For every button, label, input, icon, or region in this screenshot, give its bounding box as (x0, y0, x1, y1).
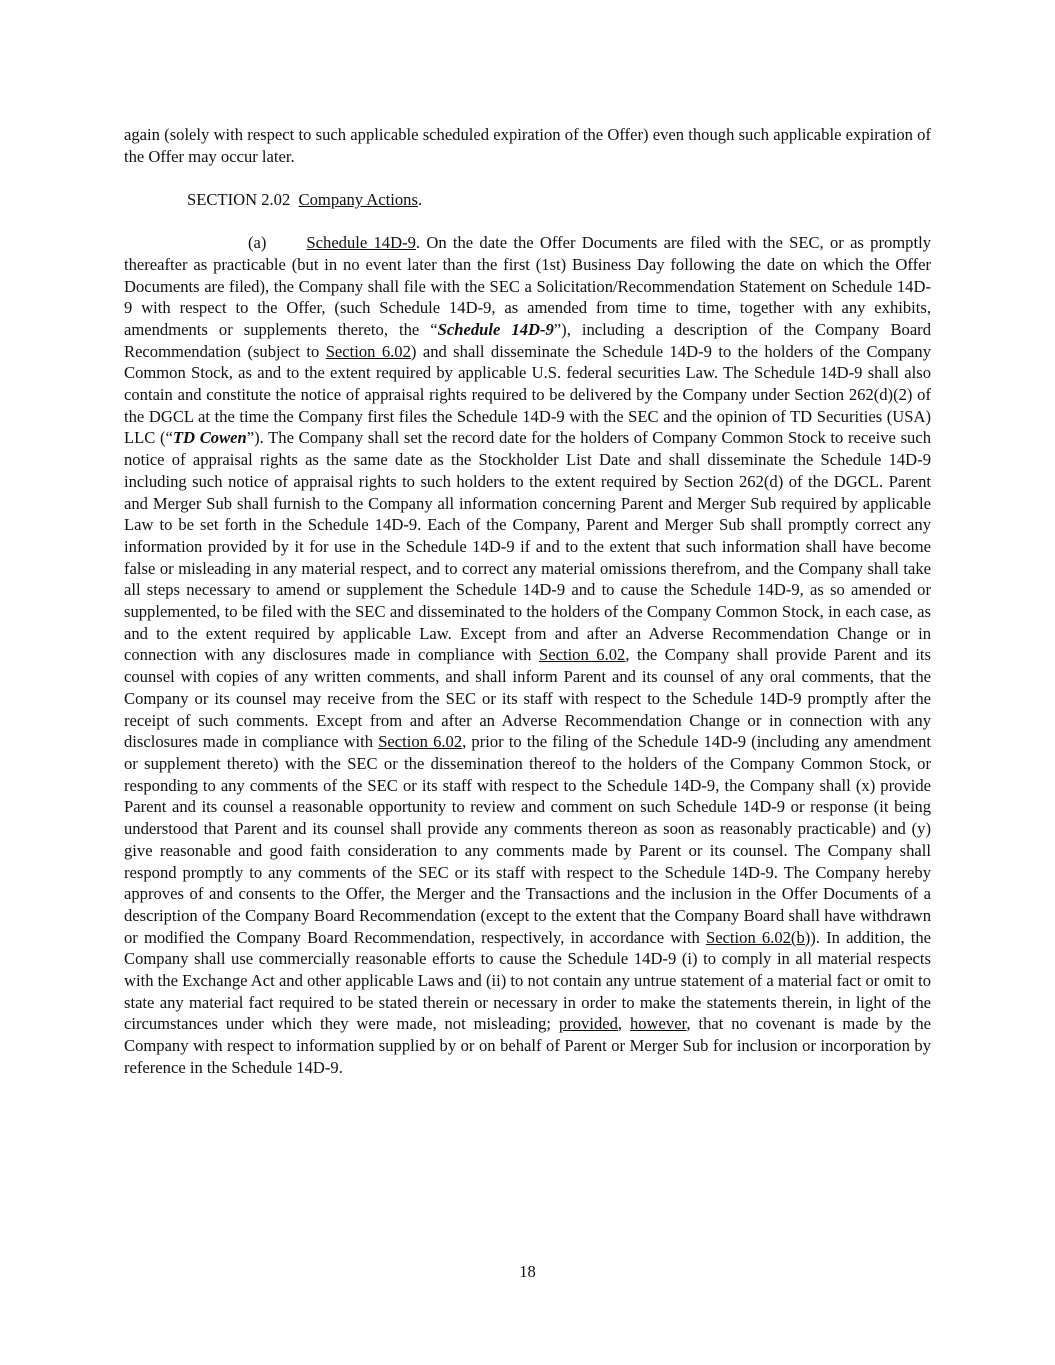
text-segment: . On the date the Offer Documents are filed with the SEC, or as promptly thereafter as practicable (but in no event later than the first (1st) Business Day following the date on which the Offer Documents are filed), the Company shall file with the SEC a Solicitation/Recommendation Statement on Schedule 14D-9 with respect to the Offer, (such Schedule 14D-9, as amended from time to time, together with any exhibits, amendments or supplements thereto, the “ (124, 233, 931, 339)
subsection-a-paragraph (124, 232, 931, 1078)
section-heading (124, 189, 931, 211)
proviso-term: provided (558, 1014, 618, 1034)
text-segment: ). In addition, the Company shall use commercially reasonable efforts to cause the Schedule 14D-9 (i) to comply in all material respects with the Exchange Act and other applicable Laws and (ii) to not contain any untrue statement of a material fact or omit to state any material fact required to be stated therein or necessary in order to make the statements therein, in light of the circumstances under which they were made, not misleading; (124, 927, 932, 1034)
defined-term-td-cowen: TD Cowen (172, 428, 247, 448)
page-number: 18 (519, 1262, 536, 1281)
section-reference: Section 6.02 (539, 645, 626, 665)
text-segment: ”), including a description of the Company Board Recommendation (subject to (124, 319, 932, 361)
section-reference: Section 6.02 (325, 341, 411, 361)
subsection-label: (a) (248, 233, 267, 253)
intro-paragraph: again (solely with respect to such applicable scheduled expiration of the Offer) even though such applicable expiration of the Offer may occur later. (124, 125, 931, 166)
text-segment: , that no covenant is made by the Company with respect to information supplied by or on behalf of Parent or Merger Sub for inclusion or incorporation by reference in the Schedule 14D-9. (124, 1014, 931, 1077)
text-segment: ) and shall disseminate the Schedule 14D-9 to the holders of the Company Common Stock, as and to the extent required by applicable U.S. federal securities Law. The Schedule 14D-9 shall also contain and constitute the notice of appraisal rights required to be delivered by the Company under Section 262(d)(2) of the DGCL at the time the Company first files the Schedule 14D-9 with the SEC and the opinion of TD Securities (USA) LLC (“ (124, 341, 931, 448)
text-segment: , (617, 1014, 630, 1034)
defined-term-schedule-14d9: Schedule 14D-9 (437, 319, 554, 339)
proviso-term: however (629, 1014, 687, 1034)
text-segment: ”). The Company shall set the record date for the holders of Company Common Stock to receive such notice of appraisal rights as the same date as the Stockholder List Date and shall disseminate the Schedule 14D-9 including such notice of appraisal rights to such holders to the extent required by Section 262(d) of the DGCL. Parent and Merger Sub shall furnish to the Company all information concerning Parent and Merger Sub required by applicable Law to be set forth in the Schedule 14D-9. Each of the Company, Parent and Merger Sub shall promptly correct any information provided by it for use in the Schedule 14D-9 if and to the extent that such information shall have become false or misleading in any material respect, and to correct any material omissions therefrom, and the Company shall take all steps necessary to amend or supplement the Schedule 14D-9 and to cause the Schedule 14D-9, as so amended or supplemented, to be filed with the SEC and disseminated to the holders of the Company Common Stock, in each case, as and to the extent required by applicable Law. Except from and after an Adverse Recommendation Change or in connection with any disclosures made in compliance with (124, 428, 931, 665)
section-reference: Section 6.02 (378, 732, 463, 752)
section-title-period: . (417, 189, 423, 209)
text-segment: , the Company shall provide Parent and its counsel with copies of any written comments, and shall inform Parent and its counsel of any oral comments, that the Company or its counsel may receive from the SEC or its staff with respect to the Schedule 14D-9 promptly after the receipt of such comments. Except from and after an Adverse Recommendation Change or in connection with any disclosures made in compliance with (124, 645, 932, 752)
section-title: Company Actions (298, 189, 418, 209)
subsection-heading: Schedule 14D-9 (306, 233, 416, 253)
section-number: SECTION 2.02 (187, 189, 291, 209)
text-segment: , prior to the filing of the Schedule 14D-9 (including any amendment or supplement thereto) with the SEC or the dissemination thereof to the holders of the Company Common Stock, or responding to any comments of the SEC or its staff with respect to the Schedule 14D-9, the Company shall (x) provide Parent and its counsel a reasonable opportunity to review and comment on such Schedule 14D-9 or response (it being understood that Parent and its counsel shall provide any comments thereon as soon as reasonably practicable) and (y) give reasonable and good faith consideration to any comments made by Parent or its counsel. The Company shall respond promptly to any comments of the SEC or its staff with respect to the Schedule 14D-9. The Company hereby approves of and consents to the Offer, the Merger and the Transactions and the inclusion in the Offer Documents of a description of the Company Board Recommendation (except to the extent that the Company Board shall have withdrawn or modified the Company Board Recommendation, respectively, in accordance with (124, 732, 931, 947)
document-page (124, 124, 931, 1079)
section-reference: Section 6.02(b) (705, 927, 811, 947)
